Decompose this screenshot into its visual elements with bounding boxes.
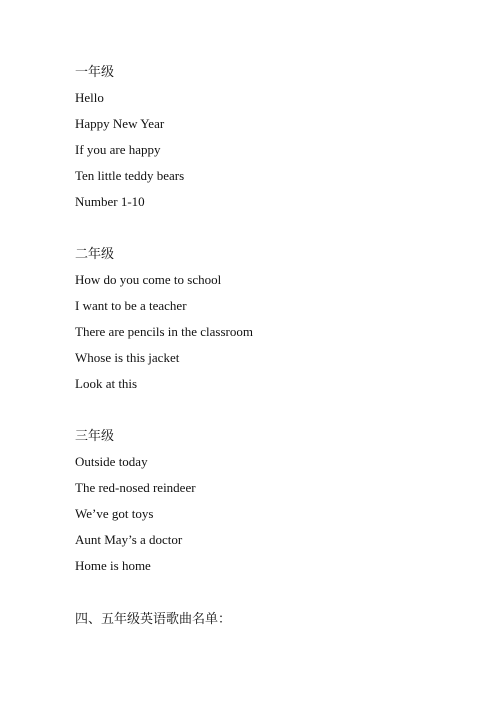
song-item: Whose is this jacket [75, 350, 180, 365]
song-item: How do you come to school [75, 272, 222, 287]
song-item: Aunt May’s a doctor [75, 532, 183, 547]
song-item: There are pencils in the classroom [75, 324, 253, 339]
song-item: If you are happy [75, 142, 161, 157]
song-item: Look at this [75, 376, 138, 391]
song-item: Number 1-10 [75, 194, 145, 209]
song-item: Ten little teddy bears [75, 168, 185, 183]
grade-4-5-heading: 四、五年级英语歌曲名单： [75, 611, 232, 626]
song-item: Hello [75, 90, 104, 105]
grade-2-heading: 二年级 [75, 246, 115, 261]
grade-1-heading: 一年级 [75, 64, 115, 79]
song-item: Home is home [75, 558, 151, 573]
grade-3-heading: 三年级 [75, 428, 115, 443]
song-item: The red-nosed reindeer [75, 480, 196, 495]
song-item: I want to be a teacher [75, 298, 187, 313]
song-item: Outside today [75, 454, 148, 469]
song-item: We’ve got toys [75, 506, 154, 521]
song-item: Happy New Year [75, 116, 165, 131]
